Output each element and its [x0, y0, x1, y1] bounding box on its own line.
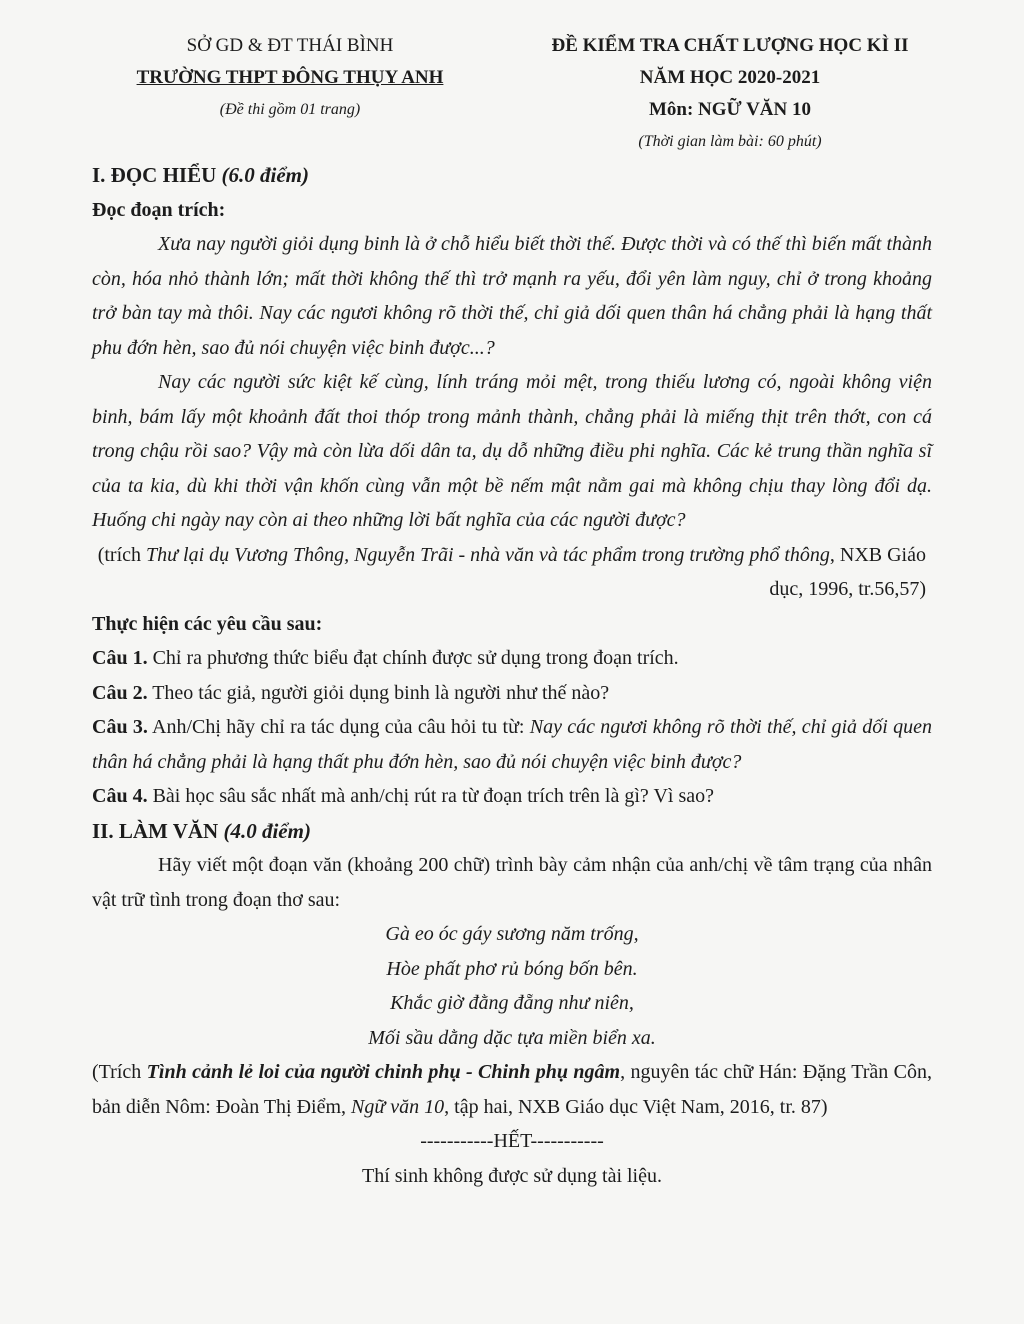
end-mark: -----------HẾT----------- [420, 1130, 604, 1152]
exam-time: (Thời gian làm bài: 60 phút) [638, 133, 822, 150]
cite-prefix: (Trích [92, 1061, 147, 1083]
question-2 [92, 676, 932, 711]
header-left [80, 30, 500, 126]
poem-line: Mối sầu dằng dặc tựa miền biển xa. [368, 1026, 656, 1049]
passage-source [92, 538, 932, 607]
part2-heading-text: II. LÀM VĂN [92, 818, 224, 843]
passage-paragraph-1: Xưa nay người giỏi dụng binh là ở chỗ hiểu biết thời thế. Được thời và có thế thì biến mất thành còn, hóa nhỏ thành lớn; mất thời không thế thì trở mạnh ra yếu, đổi yên làm nguy, chỉ ở trong khoảng trở bàn tay mà thôi. Nay các ngươi không rõ thời thế, chỉ giả dối quen thân há chẳng phải là hạng thất phu đớn hèn, sao đủ nói chuyện việc binh được...? [92, 233, 932, 359]
source-work: Thư lại dụ Vương Thông, Nguyễn Trãi - nhà văn và tác phẩm trong trường phổ thông [146, 543, 830, 566]
q3-label: Câu 3. [92, 716, 148, 738]
cite-mid2: , bản diễn Nôm: Đoàn Thị Điểm, [92, 1061, 932, 1118]
exam-body [92, 158, 932, 1193]
read-label: Đọc đoạn trích: [92, 198, 226, 221]
q1-text: Chỉ ra phương thức biểu đạt chính được sử dụng trong đoạn trích. [147, 647, 679, 669]
school-name: TRƯỜNG THPT ĐÔNG THỤY ANH [136, 67, 444, 88]
department-name: SỞ GD & ĐT THÁI BÌNH [186, 35, 394, 56]
subject: Môn: NGỮ VĂN 10 [648, 99, 812, 120]
header-right [500, 30, 960, 158]
source-prefix: (trích [97, 543, 146, 566]
part1-heading-text: I. ĐỌC HIỂU [92, 163, 222, 187]
part1-points: (6.0 điểm) [221, 163, 310, 187]
poem-line: Gà eo óc gáy sương năm trống, [385, 923, 639, 945]
exam-title: ĐỀ KIỂM TRA CHẤT LƯỢNG HỌC KÌ II [551, 35, 909, 56]
part2-points: (4.0 điểm) [223, 818, 311, 843]
poem-citation [92, 1055, 932, 1124]
question-3 [92, 710, 932, 779]
essay-prompt: Hãy viết một đoạn văn (khoảng 200 chữ) trình bày cảm nhận của anh/chị về tâm trạng của nhân vật trữ tình trong đoạn thơ sau: [92, 854, 932, 911]
cite-title: Tình cảnh lẻ loi của người chinh phụ - Chinh phụ ngâm [146, 1061, 621, 1083]
cite-book: Ngữ văn 10 [351, 1095, 445, 1118]
q1-label: Câu 1. [92, 647, 148, 669]
q4-text: Bài học sâu sắc nhất mà anh/chị rút ra từ đoạn trích trên là gì? Vì sao? [147, 785, 714, 807]
q4-label: Câu 4. [92, 785, 148, 807]
part1-heading [92, 158, 932, 193]
cite-mid: , nguyên tác chữ Hán: Đặng Trần Côn [620, 1061, 927, 1083]
source-suffix: , NXB Giáo dục, 1996, tr.56,57) [769, 543, 926, 600]
footer-note: Thí sinh không được sử dụng tài liệu. [361, 1164, 662, 1187]
q3-text: Anh/Chị hãy chỉ ra tác dụng của câu hỏi tu từ: [147, 716, 530, 738]
poem-line: Khắc giờ đằng đẵng như niên, [390, 992, 634, 1014]
q3-quote: Nay các ngươi không rõ thời thế, chỉ giả dối quen thân há chẳng phải là hạng thất phu đớn hèn, sao đủ nói chuyện việc binh được? [92, 716, 932, 773]
tasks-label: Thực hiện các yêu cầu sau: [92, 612, 323, 635]
passage-paragraph-2: Nay các người sức kiệt kế cùng, lính tráng mỏi mệt, trong thiếu lương có, ngoài không viện binh, bám lấy một khoảnh đất thoi thóp trong mảnh thành, chẳng phải là miếng thịt trên thớt, con cá trong chậu rồi sao? Vậy mà còn lừa dối dân ta, dụ dỗ những điều phi nghĩa. Các kẻ trung thần nghĩa sĩ của ta kia, dù khi thời vận khốn cùng vẫn một bề nếm mật nằm gai mà không chịu thay lòng đổi dạ. Huống chi ngày nay còn ai theo những lời bất nghĩa của các người được? [92, 371, 932, 531]
page-note: (Đề thi gồm 01 trang) [219, 101, 361, 118]
poem-line: Hòe phất phơ rủ bóng bốn bên. [386, 957, 638, 980]
question-1 [92, 641, 932, 676]
school-year: NĂM HỌC 2020-2021 [639, 67, 821, 88]
part2-heading [92, 814, 932, 849]
q2-label: Câu 2. [92, 681, 148, 704]
cite-suffix: , tập hai, NXB Giáo dục Việt Nam, 2016, tr. 87) [444, 1095, 828, 1118]
q2-text: Theo tác giả, người giỏi dụng binh là người như thế nào? [147, 681, 610, 704]
question-4 [92, 779, 932, 814]
